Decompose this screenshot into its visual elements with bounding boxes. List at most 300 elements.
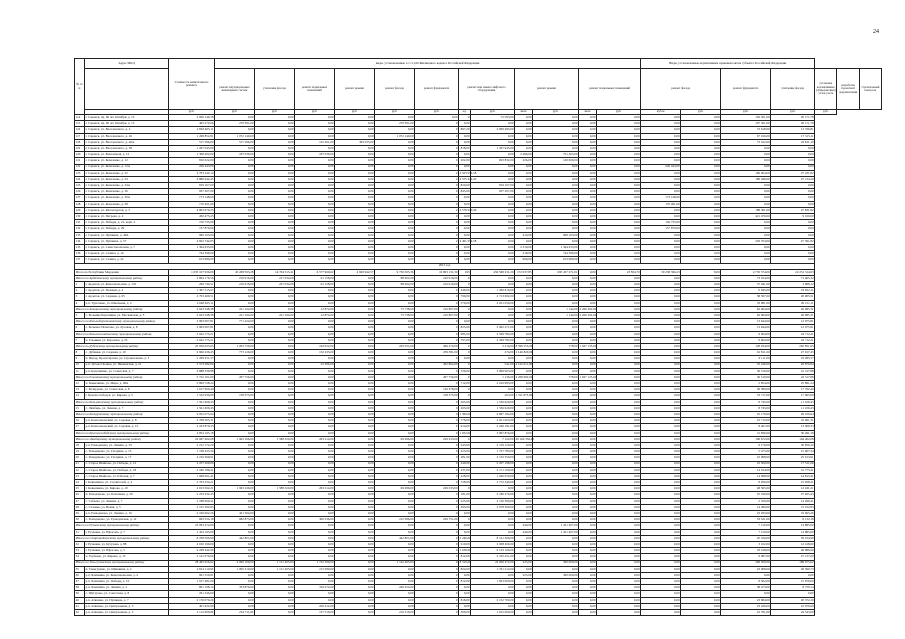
row-value: 9 604,00 xyxy=(721,331,771,337)
row-value: 0,00 xyxy=(721,158,771,164)
row-value: 0,00 xyxy=(335,492,375,498)
row-value: 0,00 xyxy=(641,405,681,411)
row-number: 16 xyxy=(75,418,85,424)
row-value: 10 076,90 xyxy=(771,603,815,609)
row-value: 172 037,85 xyxy=(515,269,533,275)
row-value: 0,00 xyxy=(295,115,335,121)
row-value: 0,00 xyxy=(597,350,641,356)
row-value: 1 052,00 xyxy=(459,430,471,435)
row-value: 0,00 xyxy=(641,238,681,244)
row-value: 0,00 xyxy=(681,145,721,151)
row-value: 11 106,43 xyxy=(771,405,815,411)
row-value: 0,00 xyxy=(295,480,335,486)
row-value: 0,00 xyxy=(215,430,255,436)
row-value: 0,00 xyxy=(335,368,375,374)
row-address: г. Саранск, ул. Пушкина, д. 57 xyxy=(85,238,169,244)
row-value: 14 813,41 xyxy=(771,473,815,479)
row-value: 0,00 xyxy=(255,405,295,411)
header-sub-column: ремонт фасада xyxy=(375,69,415,110)
row-number: 21 xyxy=(75,461,85,467)
row-value: 2 078 300,00 xyxy=(471,504,515,510)
row-value: 0,00 xyxy=(295,492,335,498)
row-value: 249,00 xyxy=(459,461,471,467)
row-value: 0,00 xyxy=(335,566,375,572)
row-value: 0,00 xyxy=(515,548,533,554)
row-value: 0,00 xyxy=(533,133,579,139)
row-value: 0,00 xyxy=(515,325,533,331)
row-value: 0,00 xyxy=(375,387,415,393)
row-value: 0,00 xyxy=(681,319,721,325)
row-value: 0,00 xyxy=(641,319,681,325)
row-value: 0,00 xyxy=(721,257,771,263)
row-number: 7 xyxy=(75,337,85,343)
row-value: 0,00 xyxy=(681,220,721,226)
row-value: 0,00 xyxy=(579,480,597,486)
row-value: 0,00 xyxy=(255,554,295,560)
row-value: 0,00 xyxy=(335,517,375,523)
row-value: 0,00 xyxy=(215,442,255,448)
row-value: 0,00 xyxy=(375,214,415,220)
row-value: 0,00 xyxy=(375,189,415,195)
header-sub-column: установка коллективных (общедомовых) узлов учета xyxy=(815,69,837,110)
row-value: 0,00 xyxy=(597,139,641,145)
table-body xyxy=(75,115,882,616)
row-address: г. Саранск, ул. Сечина, д. 14 xyxy=(85,251,169,257)
row-number: 118 xyxy=(75,139,85,145)
row-value: 1 144,00 xyxy=(533,313,579,319)
row-value: 0,00 xyxy=(681,430,721,436)
row-value: 27 831,82 xyxy=(771,207,815,213)
row-value: 190 004,00 xyxy=(721,170,771,176)
row-value: 0,00 xyxy=(641,511,681,517)
row-value: 0,00 xyxy=(579,399,597,405)
row-value: 14 885,00 xyxy=(771,523,815,529)
row-value: 229 233,00 xyxy=(415,486,459,492)
row-value: 293,00 xyxy=(459,504,471,510)
row-number: 121 xyxy=(75,158,85,164)
row-address: р.п. Чамзинка, ул. Победы, д. 10 xyxy=(85,579,169,585)
row-value: 31 775,41 xyxy=(771,467,815,473)
row-value: 0,00 xyxy=(681,517,721,523)
row-value: 0,00 xyxy=(579,282,597,288)
row-value: 0,00 xyxy=(681,251,721,257)
row-value: 202 851,65 xyxy=(771,343,815,349)
row-value: 0,00 xyxy=(375,480,415,486)
row-value: 0,00 xyxy=(255,306,295,312)
row-value: 0,00 xyxy=(771,158,815,164)
row-value: 23 093 474,00 xyxy=(169,523,215,529)
row-value: 0,00 xyxy=(771,572,815,578)
row-address: п. Инсар, Пролетарская, ул. Строительная, д. 3 xyxy=(85,356,169,362)
row-value: 2 206 292,00 xyxy=(579,306,597,311)
row-value: 0,00 xyxy=(641,418,681,424)
row-value: 0,00 xyxy=(597,356,641,362)
row-value: 0,00 xyxy=(533,393,579,399)
row-value: 27 134,20 xyxy=(771,176,815,182)
row-value: 456 568 231,20 xyxy=(471,269,515,275)
header-unit: руб. xyxy=(295,110,335,115)
row-value: 0,00 xyxy=(579,189,597,195)
row-value: 0,00 xyxy=(579,535,597,541)
row-value: 0,00 xyxy=(533,201,579,207)
row-value: 0 xyxy=(415,610,459,616)
row-value: 0,00 xyxy=(533,238,579,244)
row-value: 0,00 xyxy=(515,381,533,387)
row-value: 0,00 xyxy=(375,226,415,232)
row-value: 0,00 xyxy=(215,170,255,176)
row-value: 0,00 xyxy=(515,517,533,523)
row-value: 0,00 xyxy=(579,226,597,232)
row-value: 0,00 xyxy=(295,294,335,300)
row-value: 0,00 xyxy=(597,275,641,281)
row-value: 0,00 xyxy=(579,387,597,393)
row-value: 0,00 xyxy=(579,529,597,535)
row-value: 0,00 xyxy=(681,350,721,356)
row-value: 0,00 xyxy=(641,430,681,436)
row-value: 269 744,51 xyxy=(169,282,215,288)
row-value: 0,00 xyxy=(533,145,579,151)
row-value: 0,00 xyxy=(295,251,335,257)
row-value: 0,00 xyxy=(335,356,375,362)
row-value: 0,00 xyxy=(215,300,255,306)
row-address: р.п. Атяшево, ул. Центральная, д. 5 xyxy=(85,610,169,616)
row-value: 0 xyxy=(415,325,459,331)
row-value: 0,00 xyxy=(459,232,471,238)
row-value: 897,20 xyxy=(459,127,471,133)
row-value: 158 375,00 xyxy=(415,393,459,399)
row-value: 0,00 xyxy=(597,492,641,498)
row-value: 8 467,00 xyxy=(721,424,771,430)
row-value: 0,00 xyxy=(335,579,375,585)
row-value: 0,00 xyxy=(295,548,335,554)
row-value: 0,00 xyxy=(533,430,579,436)
row-value: 0,00 xyxy=(681,121,721,127)
row-value: 1 072 140,00 xyxy=(375,133,415,139)
row-value: 0,00 xyxy=(335,449,375,455)
header-sub-column: ремонт крыши xyxy=(515,69,579,110)
row-number: 28 xyxy=(75,504,85,510)
row-value: 0,00 xyxy=(681,548,721,554)
row-number: 130 xyxy=(75,214,85,220)
header-sub-column: ремонт фундамента xyxy=(721,69,771,110)
row-value: 226 443,00 xyxy=(169,164,215,170)
row-value: 0,00 xyxy=(721,201,771,207)
row-value: 300 000,00 xyxy=(533,560,579,566)
row-value: 1 131 405,00 xyxy=(255,560,295,566)
row-group-label: Итого по Большеберезниковскому муниципальному району xyxy=(75,319,169,325)
row-value: 4 503 034,58 xyxy=(459,170,477,175)
row-value: 0,00 xyxy=(533,220,579,226)
row-value: 0,00 xyxy=(515,511,533,517)
row-value: 2 180 276,00 xyxy=(471,492,515,498)
row-value: 263 214,00 xyxy=(295,436,335,442)
row-value: 0 xyxy=(415,201,459,207)
row-value: 107 501,00 xyxy=(721,121,771,127)
row-value: 0 xyxy=(415,381,459,387)
row-value: 0,00 xyxy=(533,449,579,455)
row-value: 517 296,00 xyxy=(215,139,255,145)
row-value: 0,00 xyxy=(215,399,255,405)
row-value: 20 390,73 xyxy=(771,566,815,572)
row-value: 0,00 xyxy=(533,541,579,547)
row-value: 14 290,41 xyxy=(771,498,815,504)
row-value: 0,00 xyxy=(597,152,641,158)
row-value: 0,00 xyxy=(375,251,415,257)
row-value: 0,00 xyxy=(579,381,597,387)
row-value: 0,00 xyxy=(255,585,295,591)
row-value: 0,00 xyxy=(215,603,255,609)
row-address: с. Сабаево, ул. Ленина, д. 7 xyxy=(85,498,169,504)
row-value: 0,00 xyxy=(597,127,641,133)
row-value: 0,00 xyxy=(375,319,415,325)
row-value: 0,00 xyxy=(681,313,721,319)
row-value: 0,00 xyxy=(681,591,721,597)
row-value: 744 399,00 xyxy=(169,251,215,257)
row-value: 0,00 xyxy=(515,461,533,467)
row-value: 0,00 xyxy=(255,579,295,585)
row-value: 0 xyxy=(415,331,459,337)
row-value: 0,00 xyxy=(641,523,681,529)
row-value: 30 238 396,23 xyxy=(641,269,681,275)
row-value: 0,00 xyxy=(215,381,255,387)
row-value: 0,00 xyxy=(459,214,471,220)
row-value: 695 457 271,01 xyxy=(533,269,579,275)
row-value: 0,00 xyxy=(255,294,295,300)
row-value: 2 xyxy=(415,176,459,182)
row-value: 0,00 xyxy=(533,189,579,195)
row-address: г. Саранск, ул. Коваленко, д. 36А xyxy=(85,195,169,201)
row-value: 0 645,00 xyxy=(721,288,771,294)
row-value: 0 xyxy=(415,424,459,430)
row-value: 0 xyxy=(459,115,471,121)
row-value: 0,00 xyxy=(295,579,335,585)
row-value: 0 xyxy=(415,244,459,250)
row-value: 0,00 xyxy=(641,548,681,554)
row-value: 36 519,00 xyxy=(721,368,771,374)
row-value: 0,00 xyxy=(771,251,815,257)
row-value: 450 475,25 xyxy=(169,214,215,220)
row-value: 0,00 xyxy=(415,115,459,121)
row-value: 729,00 xyxy=(459,368,471,374)
row-group-label: Итого по Большеигнатовскому муниципальному району xyxy=(75,331,169,337)
row-group-label: Итого по Атюрьевскому муниципальному району xyxy=(75,306,169,312)
row-address: п. Торбеево, ул. Кирова, д. 13 xyxy=(85,554,169,560)
row-value: 0,00 xyxy=(579,579,597,585)
row-value: 4 886 642,45 xyxy=(169,176,215,182)
row-value: 0,00 xyxy=(375,597,415,603)
row-value: 2 496,00 xyxy=(515,152,533,158)
row-value: 0,00 xyxy=(641,498,681,504)
row-address: с. Дубенки, ул. Садовая, д. 10 xyxy=(85,350,169,356)
row-value: 157 879,00 xyxy=(641,226,681,232)
row-value: 5 475,00 xyxy=(721,449,771,455)
row-value: 0,00 xyxy=(335,362,375,368)
row-value: 0,00 xyxy=(335,350,375,356)
row-value: 0,00 xyxy=(335,127,375,133)
row-value: 0,00 xyxy=(375,449,415,455)
row-value: 0,00 xyxy=(215,238,255,244)
row-value: 0,00 xyxy=(255,214,295,220)
row-address: р.п. Ромоданово, ул. Ленина, д. 16 xyxy=(85,511,169,517)
row-value: 1 035 107 936,09 xyxy=(169,269,215,275)
row-address: г. Саранск, ул. Веселовского, д. 46А xyxy=(85,139,169,145)
row-value: 0,00 xyxy=(255,158,295,164)
row-value: 0,00 xyxy=(597,455,641,461)
row-value: 0 xyxy=(415,504,459,510)
row-value: 210 310,00 xyxy=(375,610,415,616)
row-value: 319 272,00 xyxy=(295,585,335,591)
row-value: 0,00 xyxy=(295,214,335,220)
row-value: 0,00 xyxy=(641,374,681,380)
row-value: 0,00 xyxy=(471,133,515,139)
row-value: 0,00 xyxy=(597,331,641,337)
row-value: 22 251 314,93 xyxy=(771,269,815,275)
row-value: 0,00 xyxy=(597,374,641,380)
row-value: 11 106,43 xyxy=(771,399,815,405)
row-value: 0,00 xyxy=(597,393,641,399)
row-value: 0,00 xyxy=(335,294,375,300)
row-value: 0,00 xyxy=(375,300,415,306)
row-value: 0,00 xyxy=(533,486,579,492)
row-value: 0,00 xyxy=(533,492,579,498)
row-value: 0,00 xyxy=(597,313,641,319)
header-unit: руб. xyxy=(169,110,215,115)
row-address: г. Саранск, ул. Петрова, д. 4 xyxy=(85,214,169,220)
row-value: 0,00 xyxy=(641,306,681,312)
row-address: г. Саранск, пр. 60 лет Октября, д. 15 xyxy=(85,121,169,127)
row-value: 0,00 xyxy=(335,467,375,473)
row-value: 0,00 xyxy=(597,115,641,121)
row-value: 120 000,00 xyxy=(533,158,579,164)
row-value: 0,00 xyxy=(515,412,533,418)
row-number: 128 xyxy=(75,201,85,207)
row-value: 0,00 xyxy=(533,461,579,467)
row-value: 2 854,00 xyxy=(721,381,771,387)
row-value: 0,00 xyxy=(335,145,375,151)
row-value: 0,00 xyxy=(533,282,579,288)
row-value: 263 214,00 xyxy=(295,486,335,492)
row-value: 0,00 xyxy=(533,176,579,182)
row-value: 0,00 xyxy=(295,121,335,127)
row-value: 6 133 106,00 xyxy=(471,548,515,554)
row-value: 0,00 xyxy=(295,511,335,517)
row-value: 0 xyxy=(415,560,459,566)
row-value: 0 xyxy=(415,461,459,467)
row-value: 0,00 xyxy=(335,541,375,547)
row-value: 0,00 xyxy=(295,430,335,436)
row-value: 0,00 xyxy=(597,189,641,195)
row-value: 0,00 xyxy=(721,232,771,238)
capital-repair-table xyxy=(74,58,882,616)
row-value: 0,00 xyxy=(471,139,515,145)
row-value: 59 104,90 xyxy=(771,535,815,541)
row-value: 0,00 xyxy=(579,251,597,257)
row-value: 0,00 xyxy=(771,189,815,195)
row-value: 0,00 xyxy=(579,442,597,448)
row-value: 0,00 xyxy=(215,492,255,498)
row-value: 0,00 xyxy=(515,275,533,281)
row-value: 0,00 xyxy=(255,541,295,547)
row-value: 797,00 xyxy=(459,337,471,343)
row-value: 0,00 xyxy=(375,152,415,158)
row-value: 0,00 xyxy=(255,337,295,343)
row-value: 218,00 xyxy=(515,251,533,257)
row-value: 0,00 xyxy=(375,455,415,461)
row-value: 0,00 xyxy=(681,362,721,368)
row-value: 0,00 xyxy=(579,412,597,418)
row-value: 0,00 xyxy=(335,504,375,510)
row-value: 0,00 xyxy=(375,127,415,133)
row-value: 0,00 xyxy=(255,424,295,430)
row-value: 27 431,82 xyxy=(771,170,815,176)
row-value: 227 034,00 xyxy=(255,282,295,288)
row-value: 0,00 xyxy=(579,424,597,430)
row-value: 0,00 xyxy=(533,350,579,356)
row-value: 0,00 xyxy=(597,529,641,535)
row-value: 0,00 xyxy=(375,412,415,418)
row-value: 30 491,18 xyxy=(771,430,815,436)
row-value: 0,00 xyxy=(681,504,721,510)
row-value: 9 604,00 xyxy=(721,337,771,343)
row-value: 0,00 xyxy=(295,455,335,461)
row-value: 2 616 983,00 xyxy=(471,381,515,387)
row-value: 0,00 xyxy=(579,430,597,436)
row-value: 0 xyxy=(415,139,459,145)
row-value: 1 617 900,40 xyxy=(169,387,215,393)
row-value: 2 246 181,00 xyxy=(471,424,515,430)
row-address: г. Саранск, ул. Коваленко, д. 12А xyxy=(85,164,169,170)
row-value: 210 916,00 xyxy=(415,282,459,288)
row-value: 2 993 007,81 xyxy=(169,319,215,325)
row-value: 0,00 xyxy=(597,418,641,424)
row-address: г. Рузаевка, ул. Юрасова, д. 7 xyxy=(85,529,169,535)
row-value: 0,00 xyxy=(471,585,515,591)
row-value: 10 500,00 xyxy=(721,461,771,467)
row-value: 0,00 xyxy=(335,300,375,306)
row-number: 9 xyxy=(75,356,85,362)
row-value: 0,00 xyxy=(579,566,597,572)
row-value: 0,00 xyxy=(641,412,681,418)
row-value: 202,00 xyxy=(459,158,471,164)
row-value: 0,00 xyxy=(641,214,681,220)
row-value: 0 xyxy=(415,319,459,325)
row-value: 0,00 xyxy=(641,455,681,461)
row-value: 9 176,00 xyxy=(721,442,771,448)
row-value: 17 792,40 xyxy=(771,387,815,393)
row-value: 0,00 xyxy=(515,183,533,189)
row-value: 221 164,00 xyxy=(255,313,295,319)
row-value: 8 745,00 xyxy=(721,405,771,411)
row-value: 0,00 xyxy=(597,467,641,473)
row-value: 0,00 xyxy=(375,201,415,207)
row-value: 0,00 xyxy=(459,133,471,139)
row-value: 240 454,00 xyxy=(375,585,415,591)
row-value: 0,00 xyxy=(579,331,597,337)
row-value: 0,00 xyxy=(597,523,641,529)
row-value: 0,00 xyxy=(335,436,375,442)
row-value: 0,00 xyxy=(681,127,721,133)
row-value: 1 003 750,00 xyxy=(215,343,255,349)
row-value: 0,00 xyxy=(295,207,335,213)
row-value: 0,00 xyxy=(215,294,255,300)
row-value: 690,00 xyxy=(515,257,533,263)
row-value: 0,00 xyxy=(641,152,681,158)
row-value: 0 xyxy=(415,579,459,585)
row-value: 2 171 100,00 xyxy=(471,467,515,473)
row-number: 30 xyxy=(75,517,85,523)
row-value: 0,00 xyxy=(597,337,641,343)
row-value: 0,00 xyxy=(295,195,335,201)
